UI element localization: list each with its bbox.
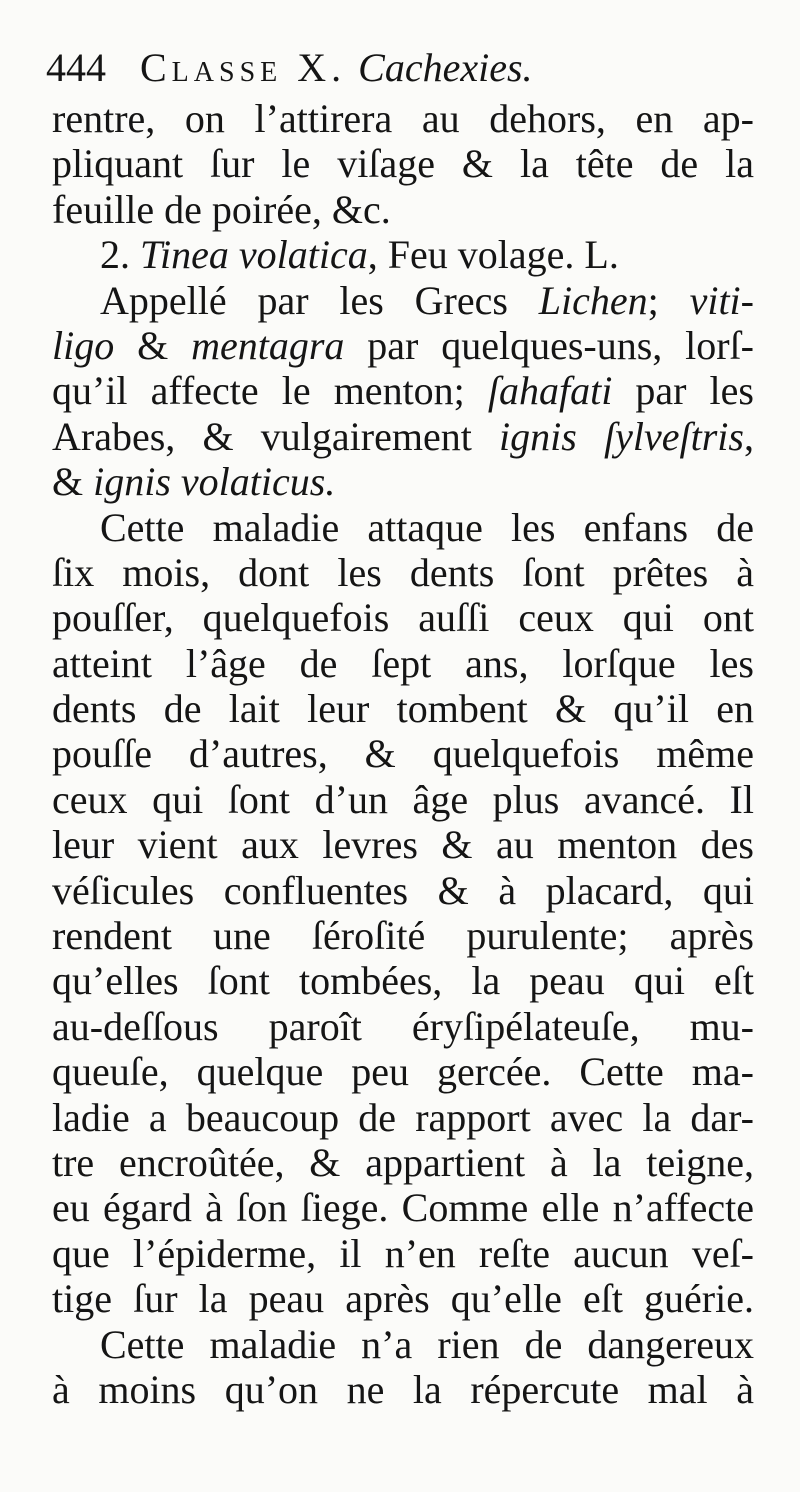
text-line [52, 1095, 754, 1140]
text-segment: , Feu volage. L. [367, 232, 619, 278]
text-segment: par quelques-uns, lorſ- [344, 322, 754, 368]
text-segment: dents de lait leur tombent & qu’il en [52, 686, 754, 732]
text-segment: ladie a beaucoup de rapport avec la dar- [52, 1094, 754, 1140]
text-segment: Cette maladie attaque les enfans de [100, 504, 754, 550]
text-line [52, 368, 754, 413]
page-number: 444 [46, 45, 106, 90]
text-segment: véſicules confluentes & à placard, qui [52, 867, 754, 913]
text-segment: qu’il affecte le menton; [52, 368, 488, 414]
text-line [52, 777, 754, 822]
text-line [52, 1049, 754, 1094]
text-line [52, 1276, 754, 1321]
text-line [52, 641, 754, 686]
running-title-class: Classe X. [140, 45, 347, 90]
text-line [52, 595, 754, 640]
text-line [52, 1367, 754, 1412]
text-segment: pouſſe d’autres, & quelquefois même [52, 731, 754, 777]
text-segment: que l’épiderme, il n’en reſte aucun veſ- [52, 1230, 754, 1276]
text-segment: ſix mois, dont les dents ſont prêtes à [52, 549, 754, 595]
italic-text-segment: mentagra [191, 322, 345, 368]
text-line [52, 1231, 754, 1276]
text-segment: Appellé par les Grecs [100, 277, 539, 323]
text-line [52, 686, 754, 731]
text-line [52, 505, 754, 550]
text-segment: par les [612, 368, 754, 414]
text-line [52, 414, 754, 459]
text-segment: Arabes, & vulgairement [52, 413, 500, 459]
body-text [52, 96, 754, 1412]
text-segment: 2. [100, 232, 140, 278]
text-line [52, 868, 754, 913]
text-line [52, 232, 754, 277]
text-segment: & [52, 459, 94, 505]
italic-text-segment: viti- [689, 277, 754, 323]
text-segment: queuſe, quelque peu gercée. Cette ma- [52, 1049, 754, 1095]
text-line [52, 1185, 754, 1230]
text-line [52, 187, 754, 232]
italic-text-segment: ignis volaticus. [93, 459, 336, 505]
text-line [52, 913, 754, 958]
text-segment: ceux qui ſont d’un âge plus avancé. Il [52, 776, 754, 822]
text-segment: atteint l’âge de ſept ans, lorſque les [52, 640, 754, 686]
text-line [52, 731, 754, 776]
text-segment: Cette maladie n’a rien de dangereux [100, 1321, 754, 1367]
italic-text-segment: ſahafati [487, 368, 613, 414]
text-segment: feuille de poirée, &c. [52, 186, 391, 232]
text-segment: leur vient aux levres & au menton des [52, 822, 754, 868]
text-segment: rendent une ſéroſité purulente; après [52, 913, 754, 959]
text-segment: ; [647, 277, 690, 323]
text-segment: qu’elles ſont tombées, la peau qui eſt [52, 958, 754, 1004]
text-segment: pouſſer, quelquefois auſſi ceux qui ont [52, 595, 754, 641]
text-segment: , [743, 413, 754, 459]
text-line [52, 141, 754, 186]
text-segment: à moins qu’on ne la répercute mal à [52, 1366, 754, 1412]
text-segment: eu égard à ſon ſiege. Comme elle n’affecte [52, 1185, 754, 1231]
italic-text-segment: ignis ſylveſtris [499, 413, 744, 459]
text-segment: pliquant ſur le viſage & la tête de la [52, 141, 754, 187]
text-segment: tre encroûtée, & appartient à la teigne, [52, 1139, 754, 1185]
text-segment: au-deſſous paroît éryſipélateuſe, mu- [52, 1003, 754, 1049]
italic-text-segment: Lichen [538, 277, 648, 323]
text-segment: & [114, 322, 192, 368]
page-header [46, 40, 746, 96]
text-line [52, 323, 754, 368]
running-title-section: Cachexies. [358, 45, 533, 90]
text-line [52, 1322, 754, 1367]
text-segment: tige ſur la peau après qu’elle eſt guérie. [52, 1276, 754, 1322]
text-segment: rentre, on l’attirera au dehors, en ap- [52, 96, 754, 141]
text-line [52, 459, 754, 504]
italic-text-segment: ligo [52, 322, 115, 368]
text-line [52, 550, 754, 595]
text-line [52, 278, 754, 323]
text-line [52, 822, 754, 867]
italic-text-segment: Tinea volatica [140, 232, 368, 278]
text-line [52, 96, 754, 141]
running-title [140, 40, 533, 96]
text-line [52, 1140, 754, 1185]
text-line [52, 1004, 754, 1049]
text-line [52, 958, 754, 1003]
